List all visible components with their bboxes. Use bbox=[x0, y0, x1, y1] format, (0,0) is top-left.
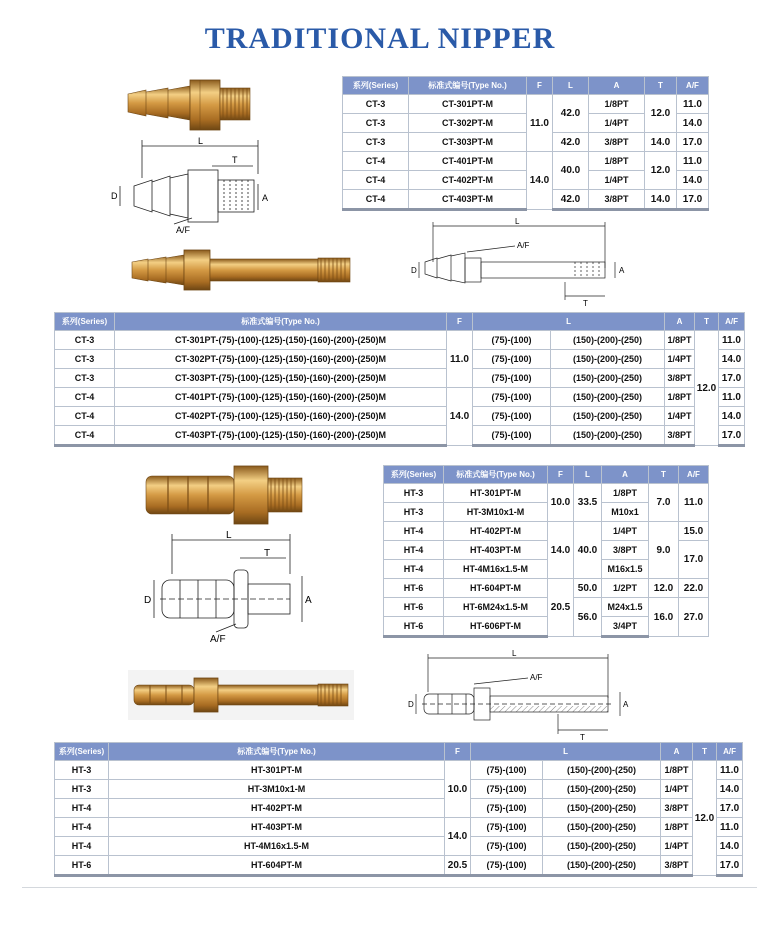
cell-f: 11.0 bbox=[527, 95, 553, 152]
cell-t: 7.0 bbox=[649, 484, 679, 522]
cell-series: HT-4 bbox=[384, 560, 444, 579]
cell-l-long: (150)-(200)-(250) bbox=[543, 856, 661, 876]
cell-type: HT-6M24x1.5-M bbox=[444, 598, 548, 617]
cell-l-short: (75)-(100) bbox=[471, 780, 543, 799]
cell-l: 56.0 bbox=[574, 598, 602, 637]
cell-af: 17.0 bbox=[677, 190, 709, 210]
cell-a: M10x1 bbox=[602, 503, 649, 522]
table-row bbox=[384, 579, 709, 598]
cell-series: HT-4 bbox=[55, 818, 109, 837]
cell-series: CT-3 bbox=[343, 133, 409, 152]
col-t: T bbox=[695, 313, 719, 331]
dim-a-label: A bbox=[262, 193, 269, 203]
cell-type: CT-402PT-M bbox=[409, 171, 527, 190]
cell-a: 3/8PT bbox=[665, 426, 695, 446]
dim-l-label: L bbox=[226, 530, 232, 541]
cell-l-short: (75)-(100) bbox=[471, 856, 543, 876]
cell-af: 17.0 bbox=[719, 369, 745, 388]
cell-f: 14.0 bbox=[548, 522, 574, 579]
cell-l: 50.0 bbox=[574, 579, 602, 598]
col-l: L bbox=[473, 313, 665, 331]
cell-af: 17.0 bbox=[717, 799, 743, 818]
cell-type: CT-303PT-(75)-(100)-(125)-(150)-(160)-(200)-(250)M bbox=[115, 369, 447, 388]
cell-type: HT-3M10x1-M bbox=[444, 503, 548, 522]
cell-l: 42.0 bbox=[553, 190, 589, 210]
cell-a: 1/8PT bbox=[661, 818, 693, 837]
cell-type: CT-403PT-M bbox=[409, 190, 527, 210]
col-series: 系列(Series) bbox=[55, 313, 115, 331]
cell-series: HT-6 bbox=[384, 579, 444, 598]
col-a: A bbox=[665, 313, 695, 331]
ct-short-spec-table bbox=[342, 76, 709, 211]
table-row bbox=[55, 799, 743, 818]
cell-l: 33.5 bbox=[574, 484, 602, 522]
dim-af-label: A/F bbox=[530, 673, 543, 682]
col-type: 标准式编号(Type No.) bbox=[109, 743, 445, 761]
cell-type: HT-4M16x1.5-M bbox=[444, 560, 548, 579]
cell-series: HT-3 bbox=[384, 484, 444, 503]
dim-l-label: L bbox=[512, 650, 517, 658]
cell-type: CT-403PT-(75)-(100)-(125)-(150)-(160)-(200)-(250)M bbox=[115, 426, 447, 446]
cell-af: 14.0 bbox=[717, 780, 743, 799]
col-series: 系列(Series) bbox=[55, 743, 109, 761]
cell-series: CT-3 bbox=[55, 369, 115, 388]
col-l: L bbox=[553, 77, 589, 95]
dim-t-label: T bbox=[583, 299, 588, 308]
cell-a: 3/8PT bbox=[665, 369, 695, 388]
cell-af: 11.0 bbox=[679, 484, 709, 522]
cell-af: 11.0 bbox=[717, 761, 743, 780]
cell-af: 11.0 bbox=[719, 388, 745, 407]
cell-l-long: (150)-(200)-(250) bbox=[551, 331, 665, 350]
cell-series: CT-3 bbox=[55, 350, 115, 369]
cell-a: 3/4PT bbox=[602, 617, 649, 637]
cell-t: 14.0 bbox=[645, 190, 677, 210]
cell-type: CT-303PT-M bbox=[409, 133, 527, 152]
table-row bbox=[55, 856, 743, 876]
col-l: L bbox=[471, 743, 661, 761]
col-af: A/F bbox=[717, 743, 743, 761]
ht-long-nipple-drawing bbox=[408, 650, 632, 742]
cell-type: HT-606PT-M bbox=[444, 617, 548, 637]
dim-a-label: A bbox=[619, 266, 625, 275]
ht-short-spec-table bbox=[383, 465, 709, 638]
cell-l-long: (150)-(200)-(250) bbox=[551, 388, 665, 407]
cell-type: CT-402PT-(75)-(100)-(125)-(150)-(160)-(200)-(250)M bbox=[115, 407, 447, 426]
cell-a: 1/4PT bbox=[602, 522, 649, 541]
cell-t: 12.0 bbox=[645, 152, 677, 190]
ct-long-nipple-drawing bbox=[405, 218, 637, 308]
cell-af: 11.0 bbox=[677, 95, 709, 114]
cell-type: HT-301PT-M bbox=[109, 761, 445, 780]
table-row bbox=[55, 331, 745, 350]
cell-a: 1/8PT bbox=[589, 95, 645, 114]
cell-a: 1/8PT bbox=[665, 331, 695, 350]
cell-series: CT-3 bbox=[343, 114, 409, 133]
cell-series: HT-4 bbox=[384, 541, 444, 560]
cell-t: 12.0 bbox=[695, 331, 719, 446]
cell-f: 10.0 bbox=[445, 761, 471, 818]
cell-a: 1/8PT bbox=[602, 484, 649, 503]
cell-l: 42.0 bbox=[553, 95, 589, 133]
cell-type: HT-604PT-M bbox=[444, 579, 548, 598]
cell-l-short: (75)-(100) bbox=[471, 761, 543, 780]
cell-type: CT-401PT-M bbox=[409, 152, 527, 171]
cell-af: 14.0 bbox=[717, 837, 743, 856]
table-row bbox=[55, 761, 743, 780]
cell-a: 3/8PT bbox=[589, 133, 645, 152]
cell-series: HT-3 bbox=[384, 503, 444, 522]
ht-short-nipple-drawing bbox=[140, 528, 312, 644]
cell-type: CT-301PT-M bbox=[409, 95, 527, 114]
dim-l-label: L bbox=[515, 218, 520, 226]
cell-af: 17.0 bbox=[679, 541, 709, 579]
cell-a: 1/2PT bbox=[602, 579, 649, 598]
cell-af: 17.0 bbox=[719, 426, 745, 446]
cell-type: HT-403PT-M bbox=[444, 541, 548, 560]
cell-t: 14.0 bbox=[645, 133, 677, 152]
col-a: A bbox=[589, 77, 645, 95]
cell-series: HT-6 bbox=[55, 856, 109, 876]
cell-type: CT-301PT-(75)-(100)-(125)-(150)-(160)-(200)-(250)M bbox=[115, 331, 447, 350]
dim-af-label: A/F bbox=[517, 241, 530, 250]
table-row bbox=[343, 95, 709, 114]
col-t: T bbox=[649, 466, 679, 484]
cell-series: CT-4 bbox=[55, 388, 115, 407]
cell-l-short: (75)-(100) bbox=[473, 369, 551, 388]
cell-a: 3/8PT bbox=[661, 856, 693, 876]
col-t: T bbox=[645, 77, 677, 95]
col-type: 标准式编号(Type No.) bbox=[444, 466, 548, 484]
cell-l-short: (75)-(100) bbox=[473, 426, 551, 446]
cell-t: 12.0 bbox=[693, 761, 717, 876]
table-row bbox=[343, 133, 709, 152]
cell-af: 17.0 bbox=[717, 856, 743, 876]
cell-type: CT-401PT-(75)-(100)-(125)-(150)-(160)-(200)-(250)M bbox=[115, 388, 447, 407]
cell-f: 14.0 bbox=[445, 818, 471, 856]
cell-l-short: (75)-(100) bbox=[471, 818, 543, 837]
cell-a: 3/8PT bbox=[589, 190, 645, 210]
dim-af-label: A/F bbox=[176, 225, 191, 234]
cell-l-short: (75)-(100) bbox=[471, 837, 543, 856]
cell-af: 11.0 bbox=[719, 331, 745, 350]
cell-l-long: (150)-(200)-(250) bbox=[551, 350, 665, 369]
cell-l-long: (150)-(200)-(250) bbox=[551, 407, 665, 426]
table-row bbox=[384, 522, 709, 541]
footer-divider bbox=[22, 887, 757, 888]
cell-f: 20.5 bbox=[548, 579, 574, 637]
cell-series: CT-4 bbox=[343, 152, 409, 171]
cell-series: CT-4 bbox=[343, 190, 409, 210]
page-title: TRADITIONAL NIPPER bbox=[204, 22, 556, 55]
cell-a: 3/8PT bbox=[661, 799, 693, 818]
cell-series: CT-3 bbox=[55, 331, 115, 350]
col-l: L bbox=[574, 466, 602, 484]
col-type: 标准式编号(Type No.) bbox=[409, 77, 527, 95]
cell-type: CT-302PT-M bbox=[409, 114, 527, 133]
table-row bbox=[55, 350, 745, 369]
cell-l-short: (75)-(100) bbox=[471, 799, 543, 818]
cell-a: M24x1.5 bbox=[602, 598, 649, 617]
cell-type: HT-403PT-M bbox=[109, 818, 445, 837]
dim-t-label: T bbox=[580, 733, 585, 742]
cell-l-short: (75)-(100) bbox=[473, 388, 551, 407]
cell-af: 15.0 bbox=[679, 522, 709, 541]
cell-af: 11.0 bbox=[677, 152, 709, 171]
cell-l-long: (150)-(200)-(250) bbox=[551, 369, 665, 388]
cell-af: 14.0 bbox=[677, 171, 709, 190]
cell-a: 1/8PT bbox=[661, 761, 693, 780]
cell-a: 1/4PT bbox=[661, 837, 693, 856]
table-row bbox=[55, 780, 743, 799]
cell-f: 11.0 bbox=[447, 331, 473, 388]
cell-af: 14.0 bbox=[677, 114, 709, 133]
cell-l: 42.0 bbox=[553, 133, 589, 152]
cell-l-short: (75)-(100) bbox=[473, 350, 551, 369]
table-row bbox=[55, 426, 745, 446]
cell-series: HT-6 bbox=[384, 617, 444, 637]
cell-a: 1/4PT bbox=[589, 171, 645, 190]
cell-af: 27.0 bbox=[679, 598, 709, 637]
cell-type: HT-604PT-M bbox=[109, 856, 445, 876]
cell-l-long: (150)-(200)-(250) bbox=[543, 818, 661, 837]
col-f: F bbox=[548, 466, 574, 484]
col-af: A/F bbox=[679, 466, 709, 484]
dim-a-label: A bbox=[623, 700, 629, 709]
table-row bbox=[55, 369, 745, 388]
cell-t: 9.0 bbox=[649, 522, 679, 579]
ct-long-nipple-photo bbox=[128, 246, 353, 294]
table-row bbox=[384, 598, 709, 617]
cell-l: 40.0 bbox=[574, 522, 602, 579]
col-af: A/F bbox=[677, 77, 709, 95]
cell-series: HT-4 bbox=[55, 799, 109, 818]
cell-af: 14.0 bbox=[719, 350, 745, 369]
cell-f: 20.5 bbox=[445, 856, 471, 876]
cell-series: HT-3 bbox=[55, 761, 109, 780]
cell-l: 40.0 bbox=[553, 152, 589, 190]
col-series: 系列(Series) bbox=[343, 77, 409, 95]
cell-f: 14.0 bbox=[447, 388, 473, 446]
col-af: A/F bbox=[719, 313, 745, 331]
cell-a: 1/4PT bbox=[665, 407, 695, 426]
cell-series: CT-4 bbox=[343, 171, 409, 190]
dim-d-label: D bbox=[144, 595, 152, 606]
dim-d-label: D bbox=[408, 700, 414, 709]
table-row bbox=[343, 152, 709, 171]
dim-a-label: A bbox=[305, 595, 312, 606]
cell-af: 22.0 bbox=[679, 579, 709, 598]
col-t: T bbox=[693, 743, 717, 761]
col-series: 系列(Series) bbox=[384, 466, 444, 484]
cell-a: 1/4PT bbox=[589, 114, 645, 133]
cell-series: HT-4 bbox=[384, 522, 444, 541]
col-type: 标准式编号(Type No.) bbox=[115, 313, 447, 331]
cell-af: 14.0 bbox=[719, 407, 745, 426]
cell-a: M16x1.5 bbox=[602, 560, 649, 579]
table-row bbox=[55, 818, 743, 837]
cell-l-short: (75)-(100) bbox=[473, 407, 551, 426]
col-a: A bbox=[602, 466, 649, 484]
cell-series: HT-6 bbox=[384, 598, 444, 617]
cell-type: HT-3M10x1-M bbox=[109, 780, 445, 799]
dim-d-label: D bbox=[411, 266, 417, 275]
cell-l-long: (150)-(200)-(250) bbox=[551, 426, 665, 446]
ht-long-spec-table bbox=[54, 742, 743, 877]
cell-series: CT-3 bbox=[343, 95, 409, 114]
cell-f: 14.0 bbox=[527, 152, 553, 210]
col-f: F bbox=[527, 77, 553, 95]
table-row bbox=[55, 837, 743, 856]
cell-a: 1/4PT bbox=[665, 350, 695, 369]
cell-a: 3/8PT bbox=[602, 541, 649, 560]
col-f: F bbox=[447, 313, 473, 331]
table-row bbox=[55, 407, 745, 426]
cell-t: 12.0 bbox=[649, 579, 679, 598]
cell-l-long: (150)-(200)-(250) bbox=[543, 837, 661, 856]
cell-type: CT-302PT-(75)-(100)-(125)-(150)-(160)-(200)-(250)M bbox=[115, 350, 447, 369]
cell-l-long: (150)-(200)-(250) bbox=[543, 761, 661, 780]
cell-a: 1/4PT bbox=[661, 780, 693, 799]
cell-l-long: (150)-(200)-(250) bbox=[543, 780, 661, 799]
cell-af: 17.0 bbox=[677, 133, 709, 152]
dim-t-label: T bbox=[264, 548, 271, 559]
cell-a: 1/8PT bbox=[665, 388, 695, 407]
cell-f: 10.0 bbox=[548, 484, 574, 522]
cell-af: 11.0 bbox=[717, 818, 743, 837]
cell-type: HT-301PT-M bbox=[444, 484, 548, 503]
table-row bbox=[384, 484, 709, 503]
cell-series: HT-4 bbox=[55, 837, 109, 856]
ht-long-nipple-photo bbox=[128, 670, 354, 720]
table-row bbox=[343, 190, 709, 210]
cell-series: CT-4 bbox=[55, 426, 115, 446]
col-f: F bbox=[445, 743, 471, 761]
dim-l-label: L bbox=[198, 136, 204, 146]
ct-short-nipple-drawing bbox=[108, 134, 278, 234]
cell-l-long: (150)-(200)-(250) bbox=[543, 799, 661, 818]
cell-type: HT-4M16x1.5-M bbox=[109, 837, 445, 856]
cell-l-short: (75)-(100) bbox=[473, 331, 551, 350]
dim-d-label: D bbox=[111, 191, 118, 201]
cell-type: HT-402PT-M bbox=[109, 799, 445, 818]
ct-long-spec-table bbox=[54, 312, 745, 447]
dim-t-label: T bbox=[232, 155, 238, 165]
cell-series: CT-4 bbox=[55, 407, 115, 426]
cell-type: HT-402PT-M bbox=[444, 522, 548, 541]
col-a: A bbox=[661, 743, 693, 761]
ht-short-nipple-photo bbox=[140, 462, 310, 528]
cell-t: 12.0 bbox=[645, 95, 677, 133]
cell-t: 16.0 bbox=[649, 598, 679, 637]
cell-a: 1/8PT bbox=[589, 152, 645, 171]
table-row bbox=[55, 388, 745, 407]
cell-series: HT-3 bbox=[55, 780, 109, 799]
ct-short-nipple-photo bbox=[118, 72, 258, 138]
dim-af-label: A/F bbox=[210, 634, 226, 644]
